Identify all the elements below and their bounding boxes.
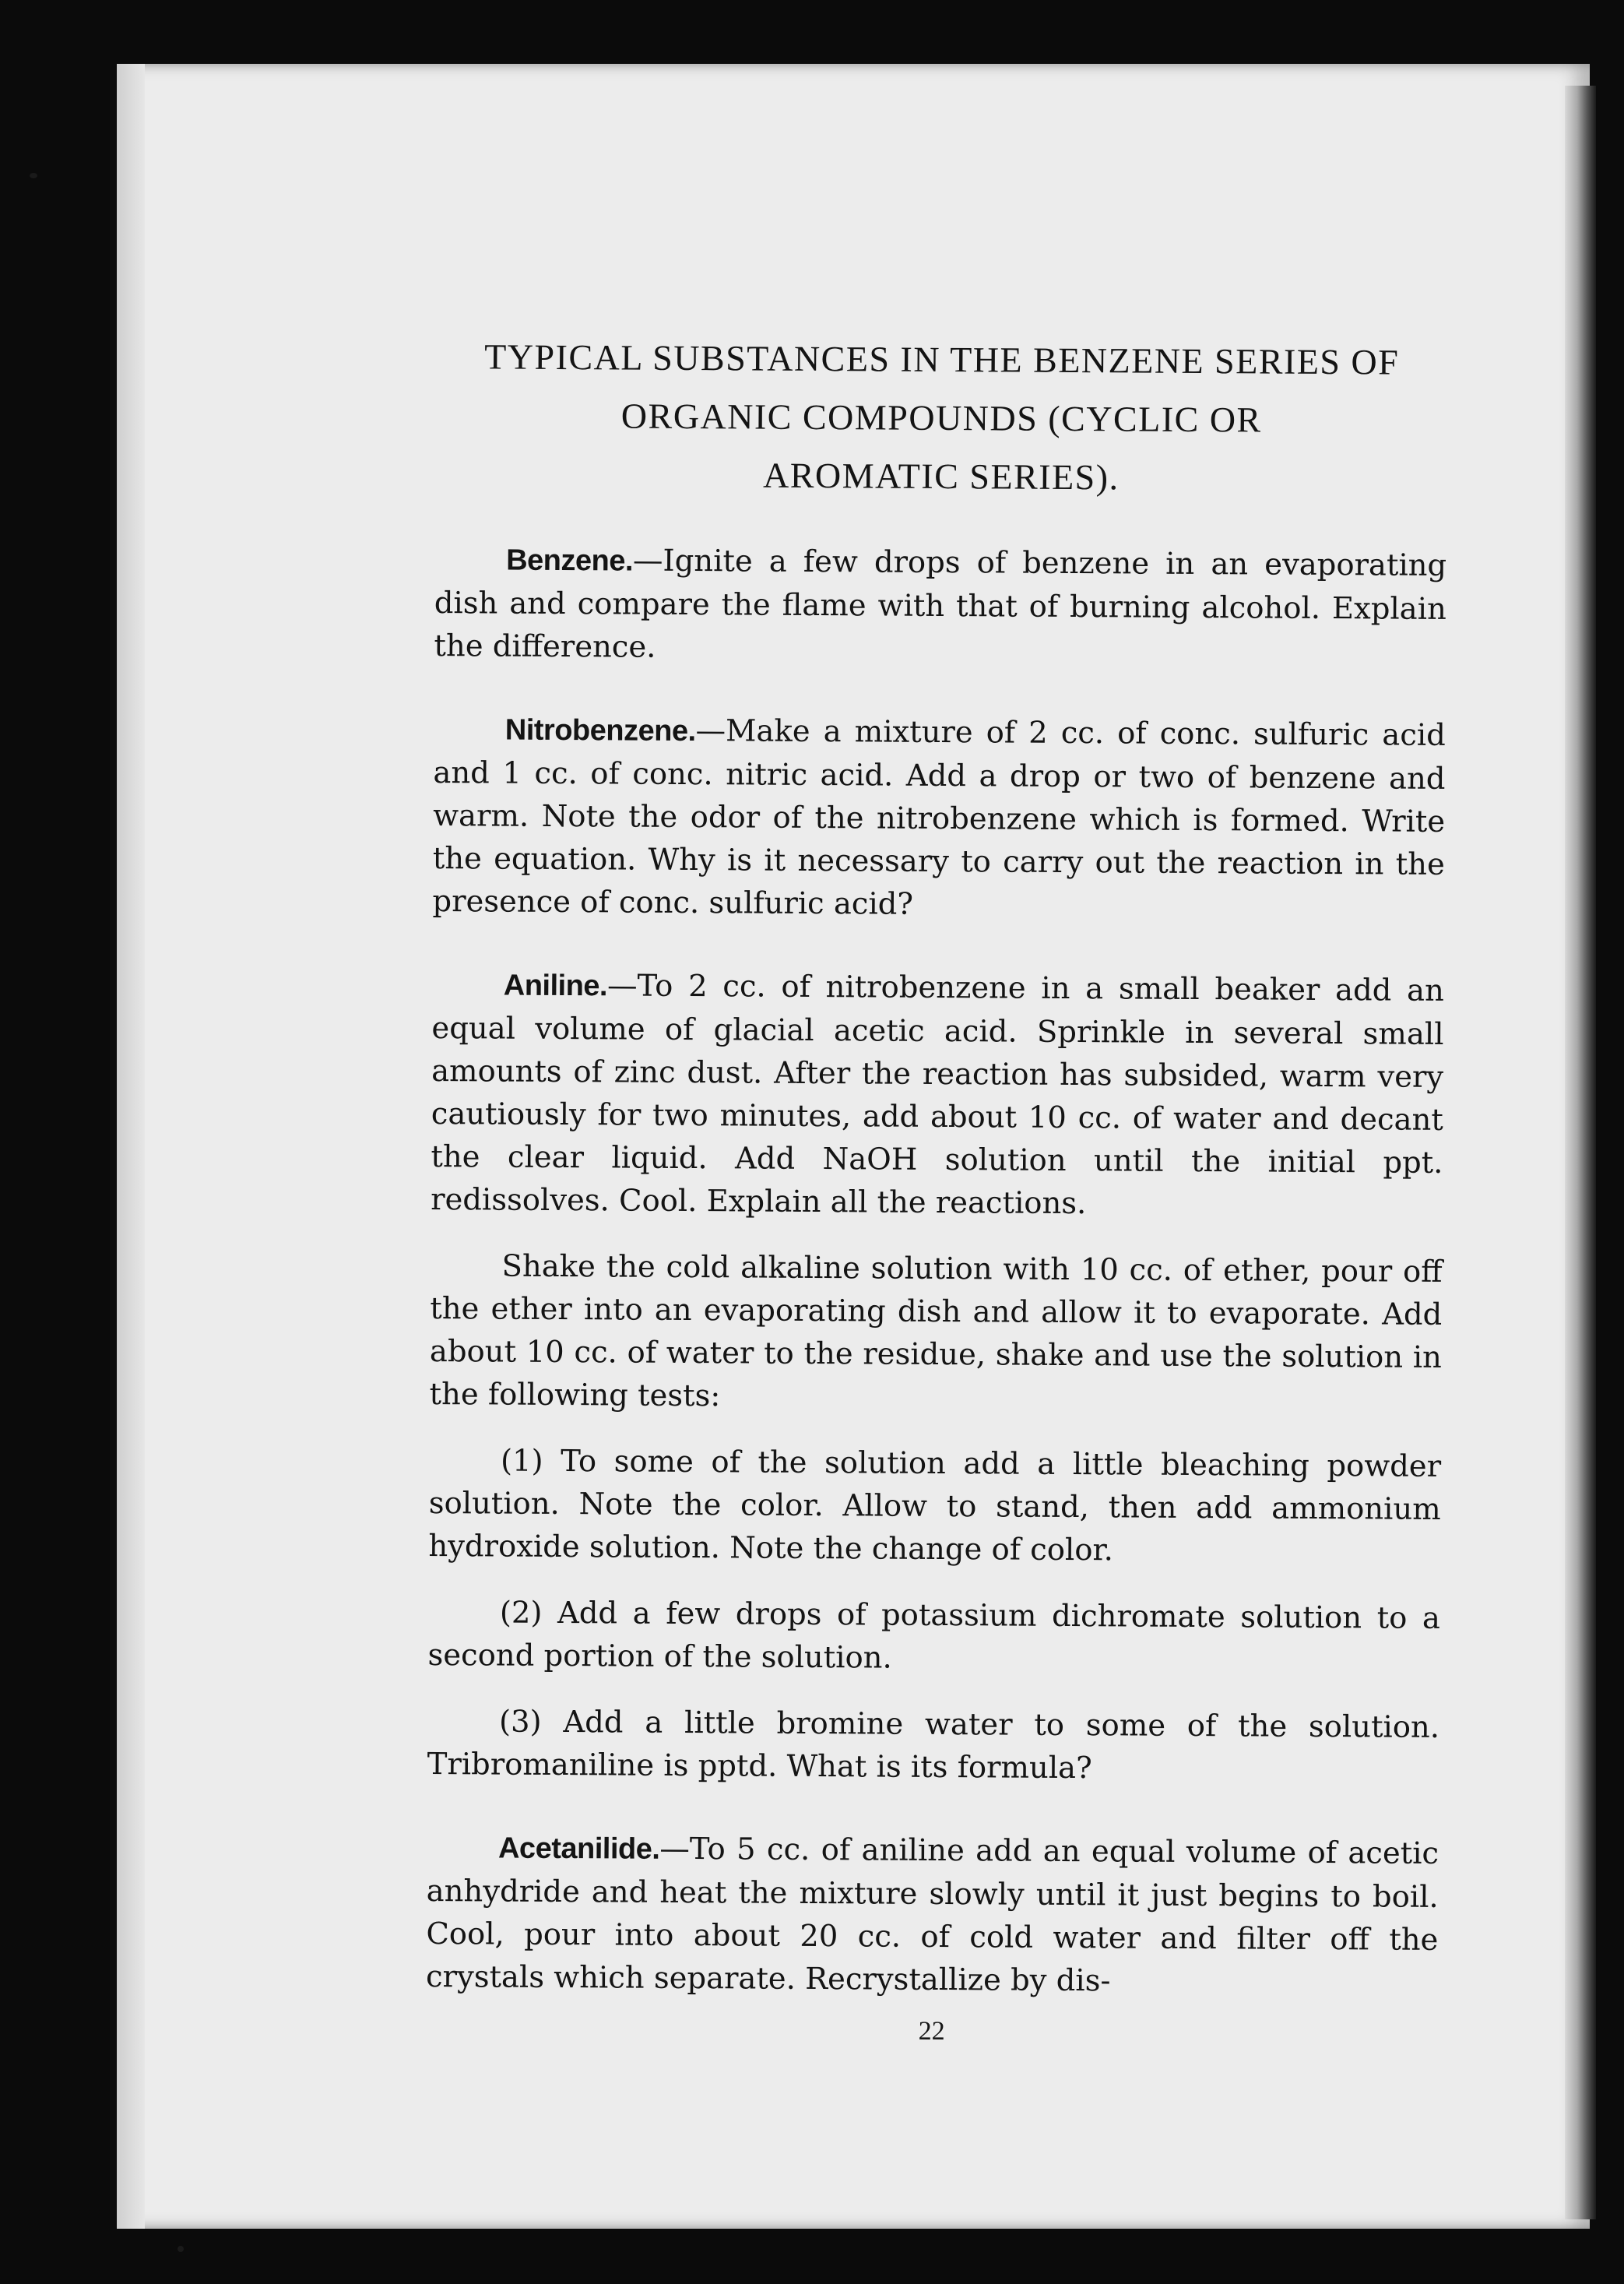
section-text: —Make a mixture of 2 cc. of conc. sulfuric acid and 1 cc. of conc. nitric acid. Add a drop or two of benzene and warm. Note the odor of the nitrobenzene which is formed. Write the equation. Why is it necessary to carry out the reaction in the presence of conc. sulfuric acid? bbox=[432, 713, 1446, 922]
scan-speck bbox=[178, 2246, 184, 2252]
section-nitrobenzene bbox=[432, 708, 1446, 929]
paragraph-text: (2) Add a few drops of potassium dichromate solution to a second portion of the solution. bbox=[427, 1595, 1441, 1676]
test-1 bbox=[428, 1439, 1441, 1574]
test-2 bbox=[427, 1591, 1440, 1683]
scan-speck bbox=[30, 173, 37, 178]
section-heading: Acetanilide. bbox=[497, 1832, 660, 1866]
title-line: TYPICAL SUBSTANCES IN THE BENZENE SERIES OF bbox=[484, 336, 1400, 382]
section-text: —To 2 cc. of nitrobenzene in a small beaker add an equal volume of glacial acetic acid. Sprinkle in several small amounts of zinc dust. After the reaction has subsided, warm very cautiously for two minutes, add about 10 cc. of water and decant the clear liquid. Add NaOH solution until the initial ppt. redissolves. Cool. Explain all the reactions. bbox=[431, 968, 1444, 1222]
section-text: —Ignite a few drops of benzene in an evaporating dish and compare the flame with that of burning alcohol. Explain the difference. bbox=[434, 543, 1447, 665]
section-acetanilide bbox=[426, 1826, 1439, 2004]
section-benzene bbox=[434, 538, 1446, 674]
page-number: 22 bbox=[918, 2016, 945, 2046]
section-heading: Nitrobenzene. bbox=[504, 713, 696, 748]
section-text: —To 5 cc. of aniline add an equal volume of acetic anhydride and heat the mixture slowly until it just begins to boil. Cool, pour into about 20 cc. of cold water and filter off the crystals which separate. Recrystallize by dis- bbox=[425, 1831, 1439, 1999]
paragraph-text: (1) To some of the solution add a little bleaching powder solution. Note the color. Allow to stand, then add ammonium hydroxide solution. Note the change of color. bbox=[428, 1443, 1442, 1568]
section-heading: Aniline. bbox=[503, 969, 608, 1003]
section-heading: Benzene. bbox=[506, 544, 634, 578]
page-gutter bbox=[117, 64, 145, 2229]
page-title bbox=[435, 327, 1448, 509]
test-3 bbox=[427, 1700, 1440, 1792]
page-edge bbox=[1565, 86, 1596, 2219]
paragraph-ether-extraction bbox=[429, 1244, 1442, 1422]
page-content bbox=[426, 327, 1448, 2050]
section-aniline bbox=[431, 963, 1444, 1227]
title-line: AROMATIC SERIES). bbox=[762, 455, 1120, 498]
title-line: ORGANIC COMPOUNDS (CYCLIC OR bbox=[620, 396, 1262, 440]
paragraph-text: (3) Add a little bromine water to some of the solution. Tribromaniline is pptd. What is its formula? bbox=[427, 1704, 1440, 1786]
paragraph-text: Shake the cold alkaline solution with 10 cc. of ether, pour off the ether into an evaporating dish and allow it to evaporate. Add about 10 cc. of water to the residue, shake and use the solution in the following tests: bbox=[429, 1248, 1443, 1414]
